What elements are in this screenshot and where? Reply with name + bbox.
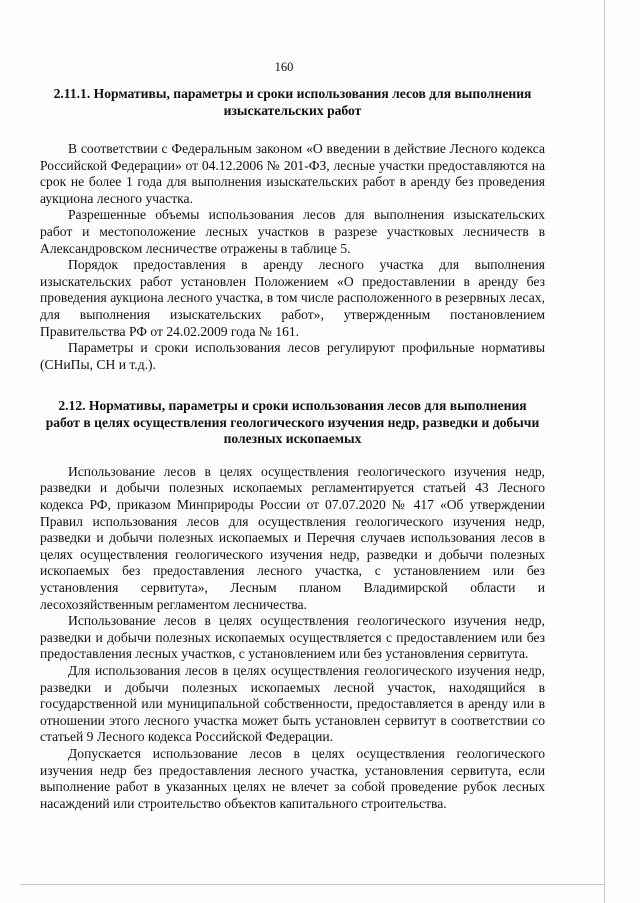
paragraph: Параметры и сроки использования лесов регулируют профильные нормативы (СНиПы, СН и т.д.). [40,340,545,372]
paragraph: Порядок предоставления в аренду лесного участка для выполнения изыскательских работ установлен Положением «О предоставлении в аренду без проведения аукциона лесного участка, в том числе расположенного в резервных лесах, для выполнения изыскательских работ», утвержденным постановлением Правительства РФ от 24.02.2009 года № 161. [40,257,545,339]
paragraph: В соответствии с Федеральным законом «О введении в действие Лесного кодекса Российской Федерации» от 04.12.2006 № 201-ФЗ, лесные участки предоставляются на срок не более 1 года для выполнения изыскательских работ в аренду без проведения аукциона лесного участка. [40,141,545,206]
section-title-2-11-1: 2.11.1. Нормативы, параметры и сроки использования лесов для выполнения изыскательских работ [53,86,532,118]
page-number: 160 [274,60,294,74]
paragraph: Разрешенные объемы использования лесов для выполнения изыскательских работ и местоположение лесных участков в разрезе участковых лесничеств в Александровском лесничестве отражены в таблице 5. [40,207,545,256]
paragraph: Использование лесов в целях осуществления геологического изучения недр, разведки и добычи полезных ископаемых осуществляется с предоставлением или без предоставления лесных участков, с установлением или без установления сервитута. [40,613,545,662]
section-title-2-12: 2.12. Нормативы, параметры и сроки использования лесов для выполнения работ в целях осуществления геологического изучения недр, разведки и добычи полезных ископаемых [45,398,540,447]
paragraph: Допускается использование лесов в целях осуществления геологического изучения недр без предоставления лесного участка, установления сервитута, если выполнение работ в указанных целях не влечет за собой проведение рубок лесных насаждений или строительство объектов капитального строительства. [40,745,545,811]
page-edge-line [604,0,605,903]
paragraph: Использование лесов в целях осуществления геологического изучения недр, разведки и добычи полезных ископаемых регламентируется статьей 43 Лесного кодекса РФ, приказом Минприроды России от 07.07.2020 № 417 «Об утверждении Правил использования лесов для осуществления геологического изучения недр, разведки и добычи полезных ископаемых и Перечня случаев использования лесов в целях осуществления геологического изучения недр, разведки и добычи полезных ископаемых без предоставления лесного участка, с установлением или без установления сервитута», Лесным планом Владимирской области и лесохозяйственным регламентом лесничества. [40,463,545,612]
document-body [40,86,545,812]
page-bottom-line [20,884,604,885]
paragraph: Для использования лесов в целях осуществления геологического изучения недр, разведки и добычи полезных ископаемых лесной участок, находящийся в государственной или муниципальной собственности, предоставляется в аренду или в отношении этого лесного участка может быть установлен сервитут в соответствии со статьей 9 Лесного кодекса Российской Федерации. [40,662,545,745]
